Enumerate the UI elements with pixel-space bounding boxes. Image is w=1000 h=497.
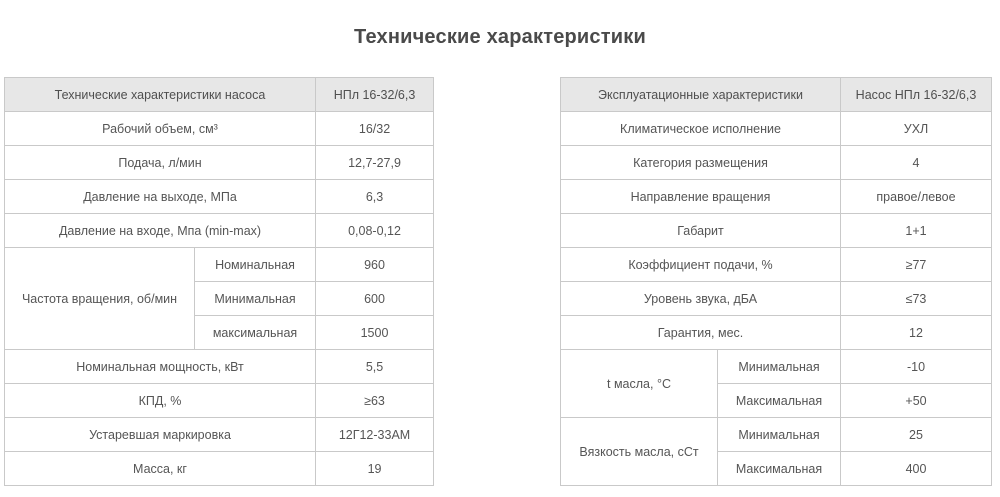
row-value: 4: [841, 146, 992, 180]
table-row: [561, 282, 992, 316]
column-header: Насос НПл 16-32/6,3: [841, 78, 992, 112]
row-label: Устаревшая маркировка: [5, 418, 316, 452]
group-label: Частота вращения, об/мин: [5, 248, 195, 350]
group-label: t масла, °С: [561, 350, 718, 418]
sub-label: Максимальная: [718, 452, 841, 486]
table-row: [5, 384, 434, 418]
row-label: Подача, л/мин: [5, 146, 316, 180]
row-value: 960: [316, 248, 434, 282]
row-value: 1+1: [841, 214, 992, 248]
row-value: 1500: [316, 316, 434, 350]
row-value: 12,7-27,9: [316, 146, 434, 180]
row-label: Уровень звука, дБА: [561, 282, 841, 316]
table-header-row: [5, 78, 434, 112]
row-label: Направление вращения: [561, 180, 841, 214]
row-value: правое/левое: [841, 180, 992, 214]
row-label: Номинальная мощность, кВт: [5, 350, 316, 384]
row-value: 16/32: [316, 112, 434, 146]
table-row: [561, 112, 992, 146]
sub-label: Минимальная: [718, 350, 841, 384]
row-label: Гарантия, мес.: [561, 316, 841, 350]
table-row: [5, 112, 434, 146]
table-row: [5, 350, 434, 384]
table-row: [561, 180, 992, 214]
row-value: ≤73: [841, 282, 992, 316]
row-value: 0,08-0,12: [316, 214, 434, 248]
row-label: КПД, %: [5, 384, 316, 418]
row-label: Коэффициент подачи, %: [561, 248, 841, 282]
row-label: Габарит: [561, 214, 841, 248]
table-row: [5, 146, 434, 180]
sub-label: Минимальная: [195, 282, 316, 316]
row-label: Давление на входе, Мпа (min-max): [5, 214, 316, 248]
row-label: Климатическое исполнение: [561, 112, 841, 146]
row-value: ≥77: [841, 248, 992, 282]
table-row: [561, 146, 992, 180]
row-value: УХЛ: [841, 112, 992, 146]
row-value: 6,3: [316, 180, 434, 214]
row-value: 25: [841, 418, 992, 452]
row-value: 12: [841, 316, 992, 350]
row-label: Рабочий объем, см³: [5, 112, 316, 146]
table-row: [561, 214, 992, 248]
column-header: Эксплуатационные характеристики: [561, 78, 841, 112]
pump-specs-table: [4, 77, 434, 486]
row-label: Категория размещения: [561, 146, 841, 180]
row-value: 19: [316, 452, 434, 486]
row-value: -10: [841, 350, 992, 384]
sub-label: Номинальная: [195, 248, 316, 282]
sub-label: Минимальная: [718, 418, 841, 452]
row-value: +50: [841, 384, 992, 418]
table-row: [5, 214, 434, 248]
row-value: 12Г12-33АМ: [316, 418, 434, 452]
table-row: [561, 418, 992, 452]
table-row: [5, 248, 434, 282]
table-row: [5, 418, 434, 452]
column-header: Технические характеристики насоса: [5, 78, 316, 112]
sub-label: Максимальная: [718, 384, 841, 418]
page-title: Технические характеристики: [354, 26, 646, 48]
operating-specs-table: [560, 77, 992, 486]
row-value: 600: [316, 282, 434, 316]
table-header-row: [561, 78, 992, 112]
table-row: [5, 180, 434, 214]
row-value: 400: [841, 452, 992, 486]
row-label: Давление на выходе, МПа: [5, 180, 316, 214]
column-header: НПл 16-32/6,3: [316, 78, 434, 112]
row-value: 5,5: [316, 350, 434, 384]
row-label: Масса, кг: [5, 452, 316, 486]
table-row: [5, 452, 434, 486]
row-value: ≥63: [316, 384, 434, 418]
table-row: [561, 248, 992, 282]
group-label: Вязкость масла, сСт: [561, 418, 718, 486]
table-row: [561, 350, 992, 384]
table-row: [561, 316, 992, 350]
sub-label: максимальная: [195, 316, 316, 350]
